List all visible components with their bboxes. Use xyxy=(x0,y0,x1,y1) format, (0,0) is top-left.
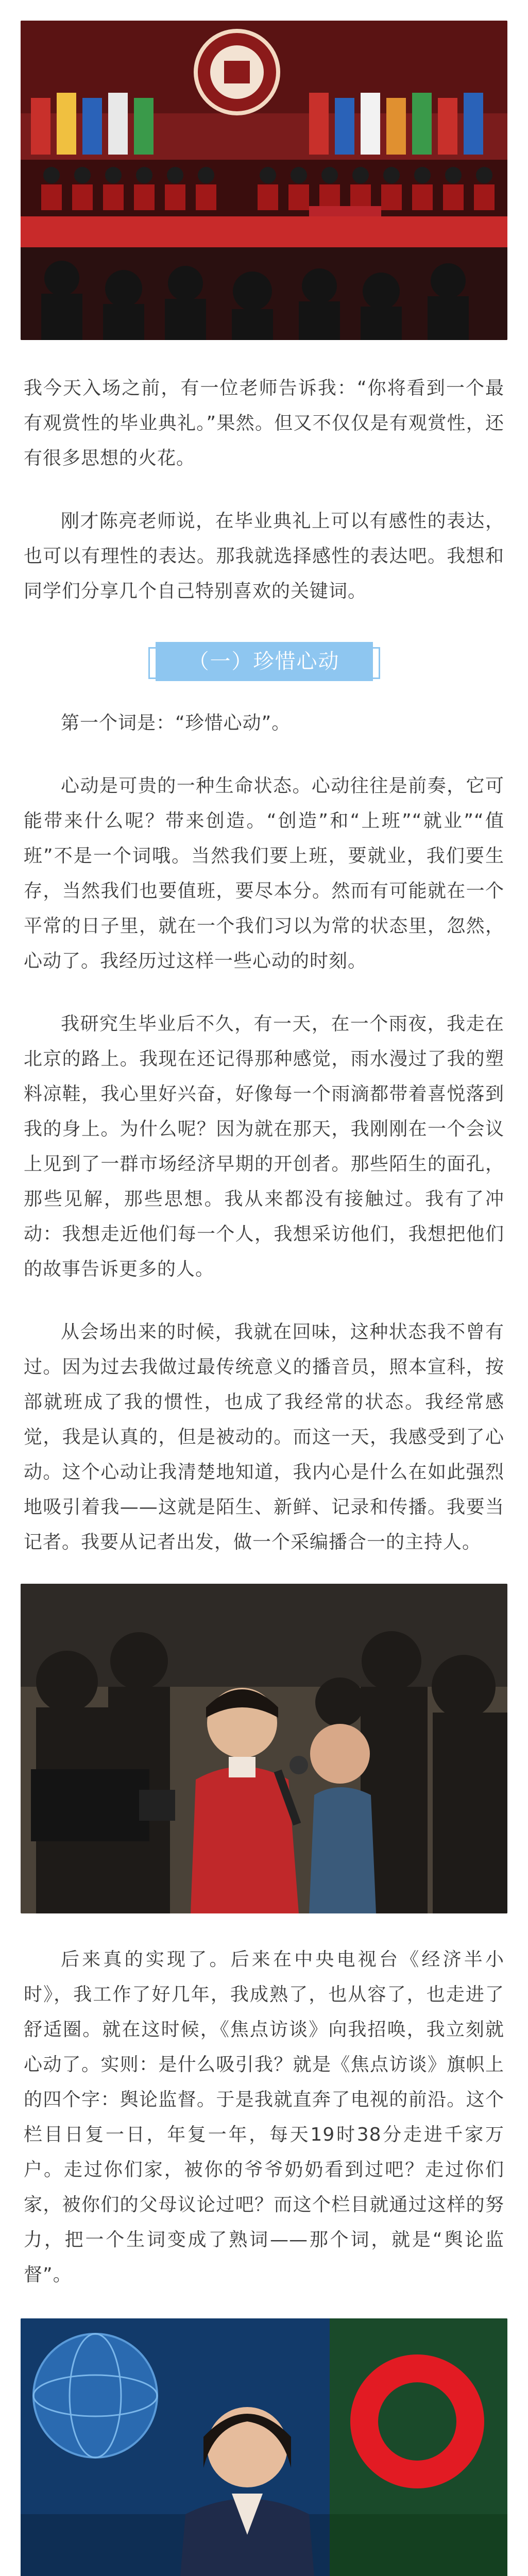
section-title-label: （一）珍惜心动 xyxy=(156,642,373,681)
paragraph-focus-report: 后来真的实现了。后来在中央电视台《经济半小时》，我工作了好几年，我成熟了，也从容了，也走进了舒适圈。就在这时候，《焦点访谈》向我招唤，我立刻就心动了。实则：是什么吸引我？就是《焦点访谈》旗帜上的四个字：舆论监督。于是我就直奔了电视的前沿。这个栏目日复一日，年复一年，每天19时38分走进千家万户。走过你们家，被你的爷爷奶奶看到过吧？走过你们家，被你们的父母议论过吧？而这个栏目就通过这样的努力，把一个生词变成了熟词——那个词，就是“舆论监督”。 xyxy=(24,1949,504,2285)
section-title xyxy=(21,642,507,681)
paragraph-rainy-night: 我研究生毕业后不久，有一天，在一个雨夜，我走在北京的路上。我现在还记得那种感觉，雨水漫过了我的塑料凉鞋，我心里好兴奋，好像每一个雨滴都带着喜悦落到我的身上。为什么呢？因为就在那天，我刚刚在一个会议上见到了一群市场经济早期的开创者。那些陌生的面孔，那些见解，那些思想。我从来都没有接触过。我有了冲动：我想走近他们每一个人，我想采访他们，我想把他们的故事告诉更多的人。 xyxy=(24,1013,504,1280)
paragraph-reporter: 从会场出来的时候，我就在回味，这种状态我不曾有过。因为过去我做过最传统意义的播音员，照本宣科，按部就班成了我的惯性，也成了我经常的状态。我经常感觉，我是认真的，但是被动的。而这一天，我感受到了心动。这个心动让我清楚地知道，我内心是什么在如此强烈地吸引着我——这就是陌生、新鲜、记录和传播。我要当记者。我要从记者出发，做一个采编播合一的主持人。 xyxy=(24,1321,504,1553)
paragraph-heartbeat: 心动是可贵的一种生命状态。心动往往是前奏，它可能带来什么呢？带来创造。“创造”和“上班”“就业”“值班”不是一个词哦。当然我们要上班，要就业，我们要生存，当然我们也要值班，要尽本分。然而有可能就在一个平常的日子里，就在一个我们习以为常的状态里，忽然，心动了。我经历过这样一些心动的时刻。 xyxy=(24,775,504,972)
paragraph-choice: 刚才陈亮老师说，在毕业典礼上可以有感性的表达，也可以有理性的表达。那我就选择感性的表达吧。我想和同学们分享几个自己特别喜欢的关键词。 xyxy=(24,511,504,602)
reporter-interview-photo xyxy=(21,1584,507,1913)
graduation-ceremony-photo xyxy=(21,21,507,340)
paragraph-keyword-one: 第一个词是：“珍惜心动”。 xyxy=(61,713,291,734)
paragraph-intro: 我今天入场之前，有一位老师告诉我：“你将看到一个最有观赏性的毕业典礼。”果然。但又不仅仅是有观赏性，还有很多思想的火花。 xyxy=(24,378,504,469)
news-anchor-photo xyxy=(21,2318,507,2576)
